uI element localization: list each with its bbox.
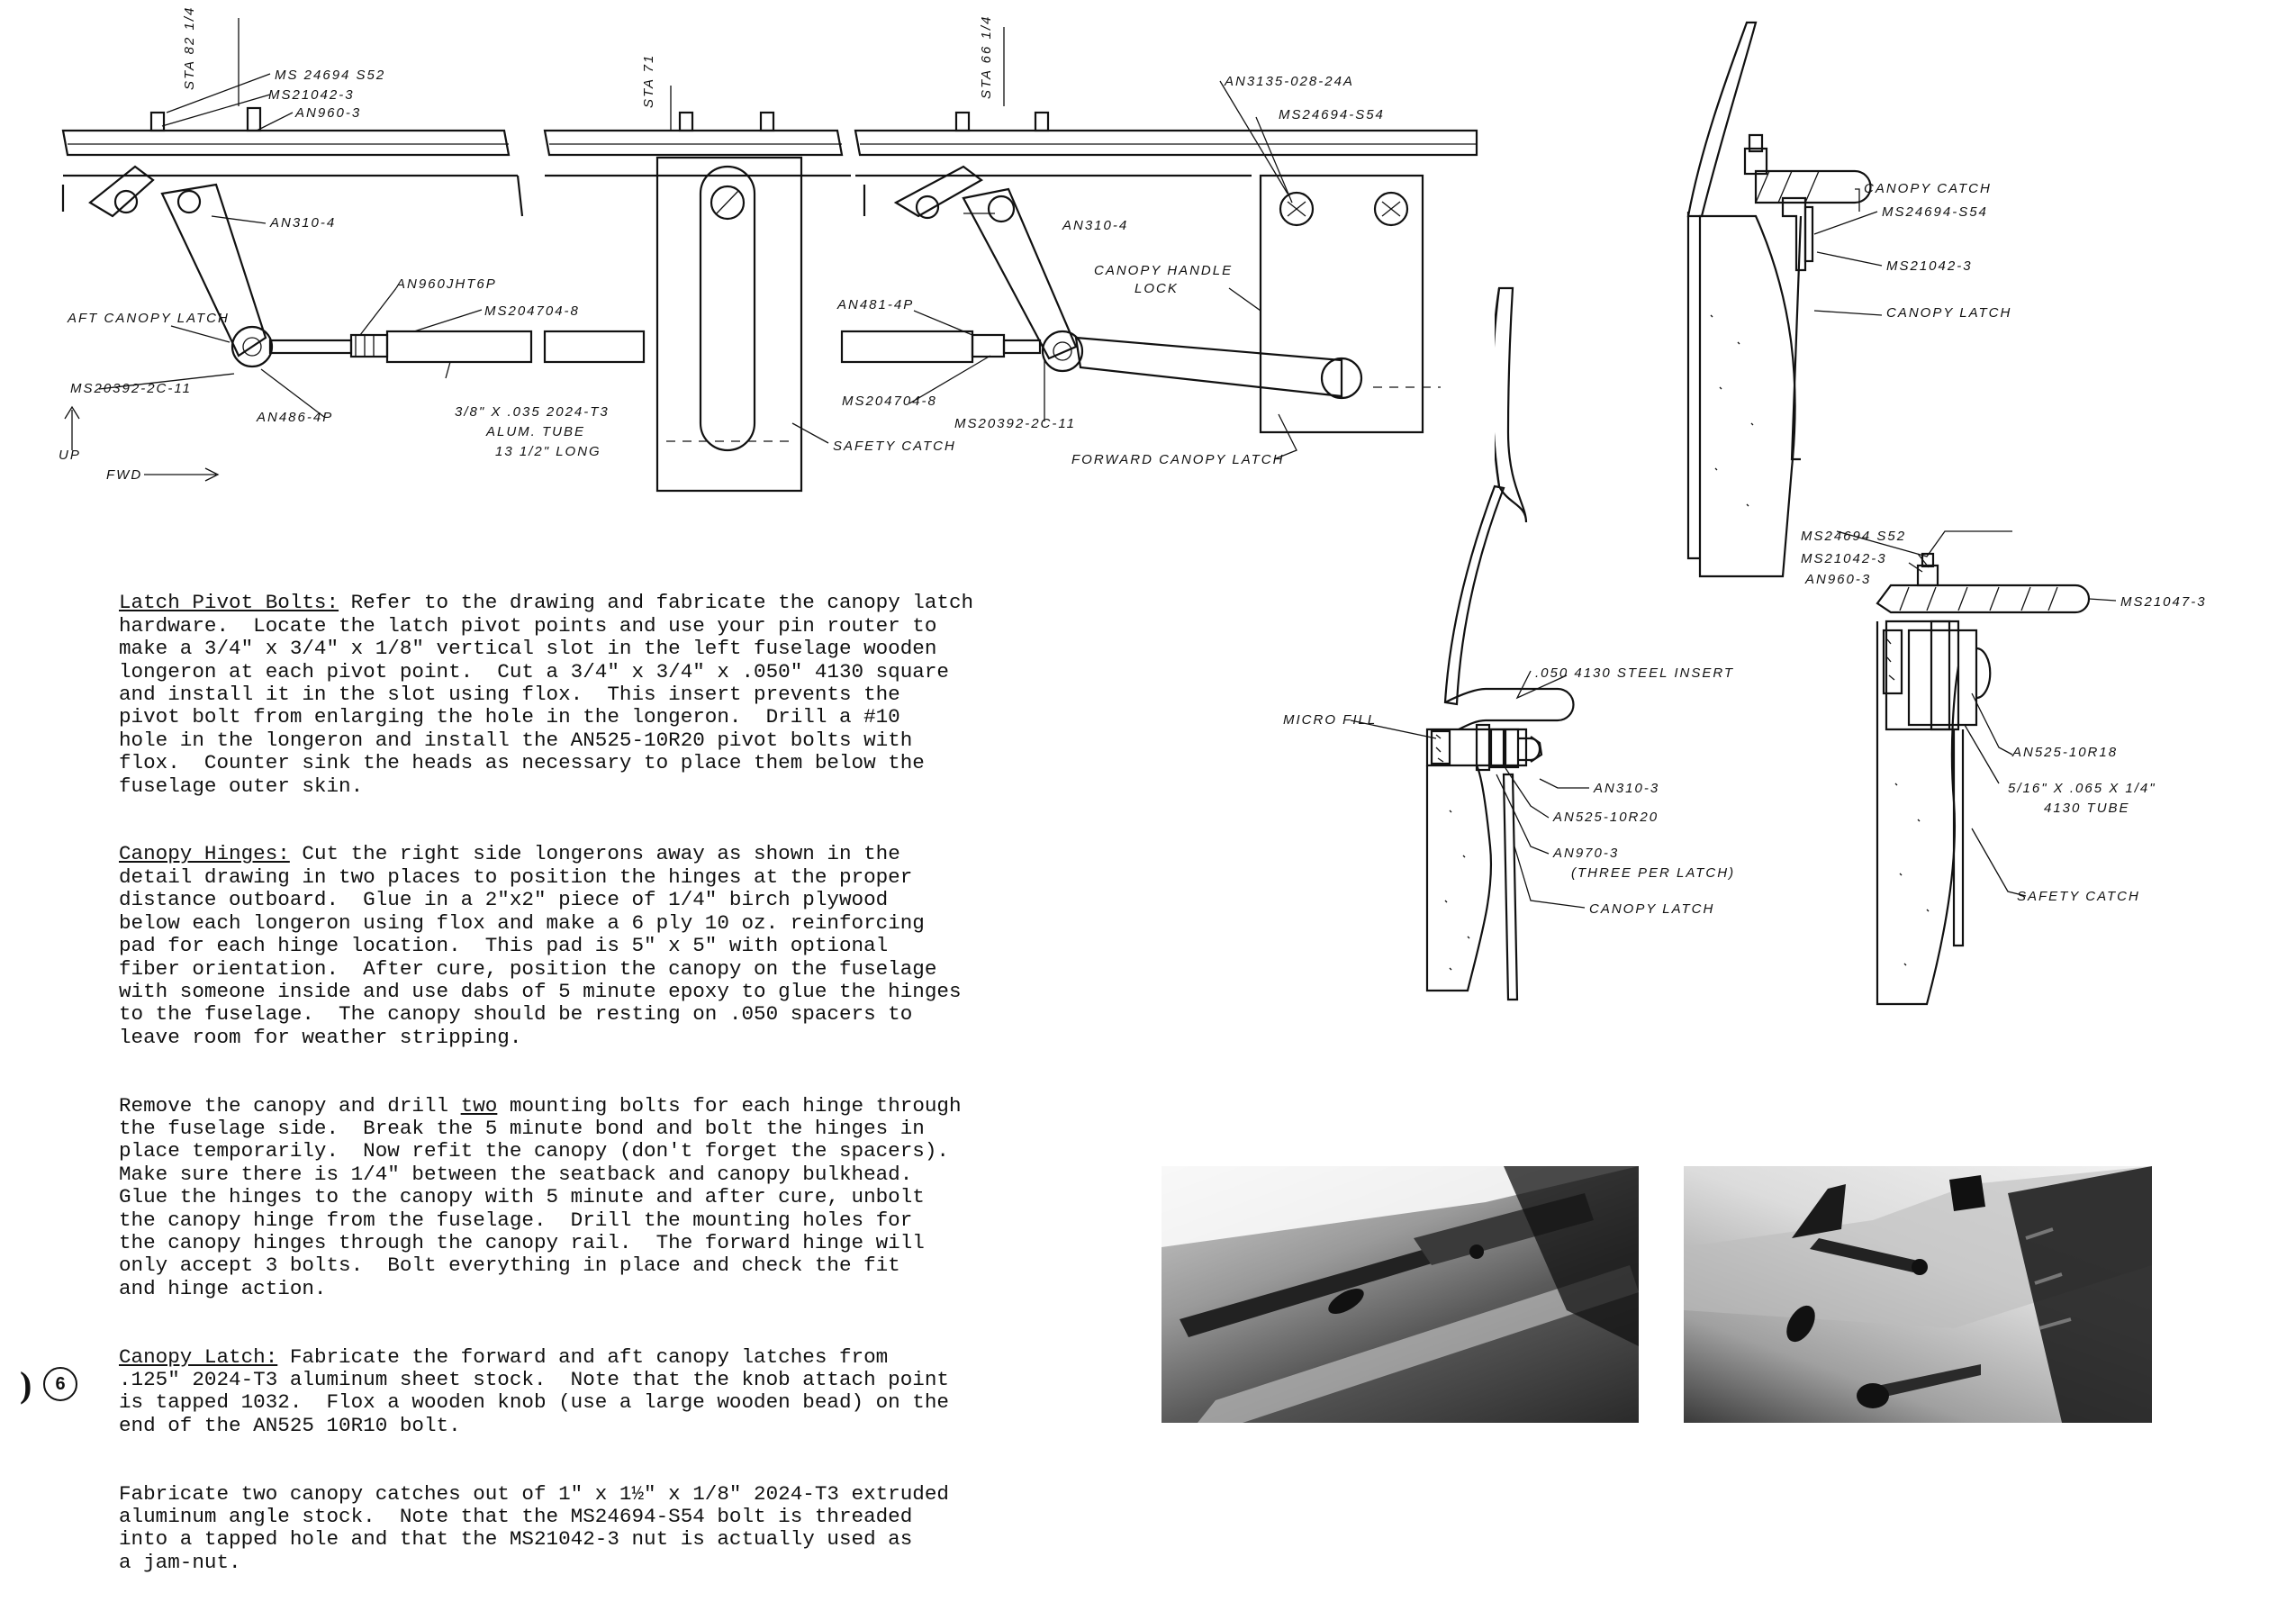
heading-canopy-latch: Canopy Latch: <box>119 1344 278 1369</box>
underlined-word: two <box>460 1093 498 1118</box>
part-label: AN310-4 <box>270 215 337 231</box>
part-label: LOCK <box>1134 281 1179 296</box>
part-label: MICRO FILL <box>1283 712 1378 728</box>
part-label: 3/8" X .035 2024-T3 <box>455 404 610 420</box>
station-label: STA 82 1/4 <box>182 5 197 90</box>
part-label: SAFETY CATCH <box>833 439 956 454</box>
paragraph-body: Fabricate two canopy catches out of 1" x 1½" x 1/8" 2024-T3 extruded aluminum angle stock. Note that the MS24694-S54 bolt is threaded into a tapped hole and that the MS21042-3 nut is actually used as a jam-nut. <box>119 1481 949 1574</box>
paragraph-body: Refer to the drawing and fabricate the canopy latch hardware. Locate the latch pivot points and use your pin router to make a 3/4" x 3/4" x 1/8" vertical slot in the left fuselage wooden longeron at each pivot point. Cut a 3/4" x 3/4" x .050" 4130 square and install it in the slot using flox. This insert prevents the pivot bolt from enlarging the hole in the longeron. Drill a #10 hole in the longeron and install the AN525-10R20 pivot bolts with flox. Counter sink the heads as necessary to place them below the fuselage outer skin. <box>119 591 974 798</box>
heading-latch-pivot-bolts: Latch Pivot Bolts: <box>119 591 339 615</box>
part-label: SAFETY CATCH <box>2017 889 2140 904</box>
part-label: ALUM. TUBE <box>486 424 586 439</box>
part-label: .050 4130 STEEL INSERT <box>1535 665 1735 681</box>
instructions-text <box>119 569 1091 1620</box>
part-label: AN960-3 <box>1805 572 1872 587</box>
steel-insert-labels <box>1261 468 1801 1009</box>
paragraph-canopy-latch <box>119 1346 1091 1438</box>
part-label: 5/16" X .065 X 1/4" <box>2008 781 2156 796</box>
latch-assembly-drawing <box>0 0 1495 522</box>
part-label: 4130 TUBE <box>2044 801 2130 816</box>
station-label: STA 71 <box>641 53 656 108</box>
part-label: MS24694-S54 <box>1279 107 1385 122</box>
part-label: AN970-3 <box>1553 846 1620 861</box>
part-label: CANOPY HANDLE <box>1094 263 1234 278</box>
part-label: AN960-3 <box>295 105 362 121</box>
part-label: AN486-4P <box>257 410 334 425</box>
aft-canopy-latch <box>90 167 272 367</box>
upper-leaders <box>1814 189 1882 315</box>
part-label: AN481-4P <box>837 297 915 312</box>
part-label: MS204704-8 <box>484 303 580 319</box>
part-label: MS21042-3 <box>268 87 355 103</box>
direction-label: FWD <box>106 467 143 483</box>
paragraph-body: Fabricate the forward and aft canopy latches from .125" 2024-T3 aluminum sheet stock. Note that the knob attach point is tapped 1032. Flox a wooden knob (use a large wooden bead) on the end of the AN525 10R10 bolt. <box>119 1344 949 1437</box>
paragraph-remove-canopy <box>119 1095 1091 1301</box>
photo-forward-latch <box>1684 1166 2152 1423</box>
longeron-rail-left <box>63 131 522 216</box>
part-label: CANOPY CATCH <box>1864 181 1992 196</box>
part-label: FORWARD CANOPY LATCH <box>1071 452 1285 467</box>
paragraph-canopy-hinges <box>119 843 1091 1049</box>
paragraph-body: Cut the right side longerons away as shown in the detail drawing in two places to position the hinges at the proper distance outboard. Glue in a 2"x2" piece of 1/4" birch plywood below each longeron using flox and make a 6 ply 10 oz. reinforcing pad for each hinge location. This pad is 5" x 5" with optional fiber orientation. After cure, position the canopy on the fuselage with someone inside and use dabs of 5 minute epoxy to glue the hinges to the fuselage. The canopy should be resting on .050 spacers to leave room for weather stripping. <box>119 842 962 1049</box>
bolt-heads-top <box>151 108 1048 131</box>
safety-catch-labels <box>1801 513 2296 1018</box>
paragraph-canopy-catches <box>119 1483 1091 1575</box>
part-label: MS24694-S54 <box>1882 204 1988 220</box>
part-label: MS20392-2C-11 <box>70 381 192 396</box>
part-label: MS24694 S52 <box>1801 529 1907 544</box>
paragraph-body: Remove the canopy and drill <box>119 1093 461 1118</box>
part-label: AN525-10R18 <box>2012 745 2119 760</box>
direction-label: UP <box>59 448 81 463</box>
part-label: MS21042-3 <box>1886 258 1973 274</box>
part-label: MS 24694 S52 <box>275 68 386 83</box>
part-label: AN3135-028-24A <box>1225 74 1354 89</box>
station-label: STA 66 1/4 <box>979 14 994 99</box>
part-label: AN960JHT6P <box>396 276 497 292</box>
heading-canopy-hinges: Canopy Hinges: <box>119 842 290 866</box>
part-label: MS20392-2C-11 <box>954 416 1076 431</box>
part-label: AN310-3 <box>1594 781 1660 796</box>
paragraph-body: mounting bolts for each hinge through the fuselage side. Break the 5 minute bond and bolt the hinges in place temporarily. Now refit the canopy (don't forget the spacers). Make sure there is 1/4" between the seatback and canopy bulkhead. Glue the hinges to the canopy with 5 minute and after cure, unbolt the canopy hinge from the fuselage. Drill the mounting holes for the canopy hinges through the canopy rail. The forward hinge will only accept 3 bolts. Bolt everything in place and check the fit and hinge action. <box>119 1093 962 1300</box>
safety-catch-plate <box>657 158 801 491</box>
photo-aft-latch <box>1162 1166 1639 1423</box>
part-label: MS21042-3 <box>1801 551 1887 566</box>
push-rod-aft <box>270 331 1040 362</box>
part-label: MS21047-3 <box>2120 594 2207 610</box>
part-label: (THREE PER LATCH) <box>1571 865 1736 881</box>
part-label: AFT CANOPY LATCH <box>68 311 230 326</box>
page-margin-bracket: ) <box>20 1364 32 1405</box>
part-label: CANOPY LATCH <box>1886 305 2012 321</box>
page-number: 6 <box>43 1367 77 1401</box>
part-label: AN525-10R20 <box>1553 810 1659 825</box>
part-label: MS204704-8 <box>842 394 937 409</box>
part-label: 13 1/2" LONG <box>495 444 601 459</box>
paragraph-latch-pivot-bolts <box>119 592 1091 798</box>
longeron-rail-mid <box>545 131 851 176</box>
part-label: CANOPY LATCH <box>1589 901 1715 917</box>
part-label: AN310-4 <box>1062 218 1129 233</box>
